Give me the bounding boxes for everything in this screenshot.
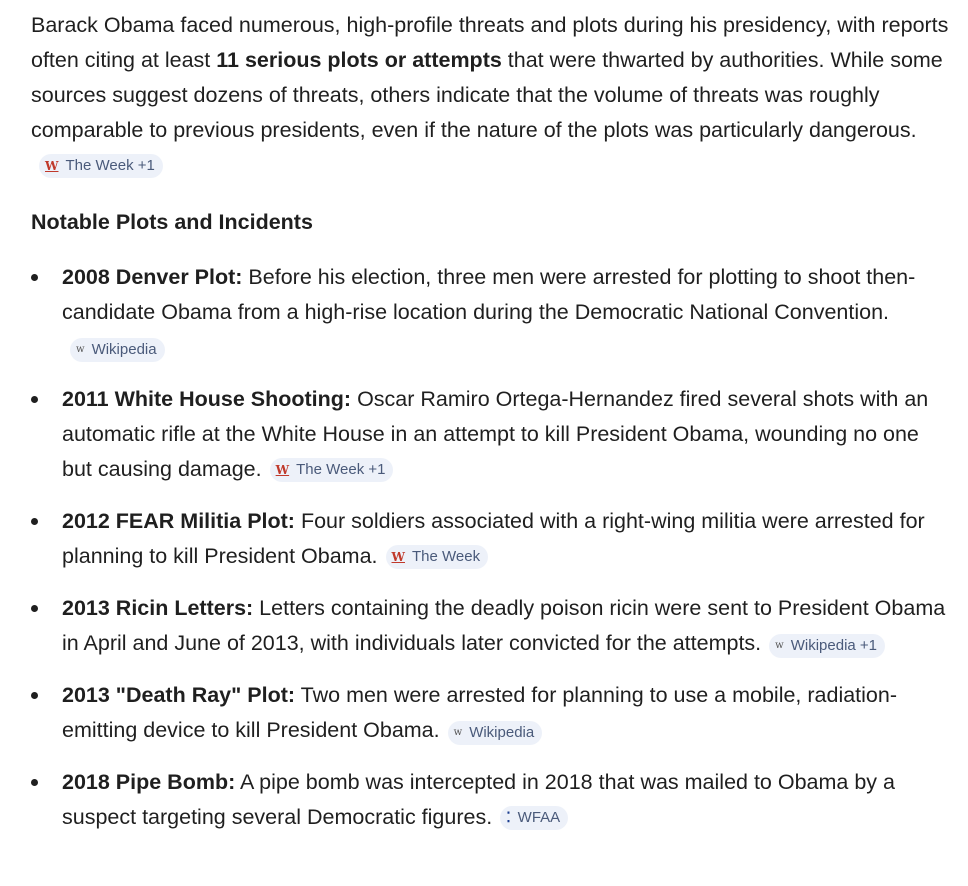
list-item xyxy=(31,382,951,487)
plot-title: 2011 White House Shooting: xyxy=(62,387,352,411)
the-week-icon: W xyxy=(391,550,405,564)
bullet-icon xyxy=(31,518,38,525)
source-chip-label: Wikipedia xyxy=(91,341,157,358)
list-item xyxy=(31,504,951,574)
wfaa-icon: ⁚ xyxy=(506,810,511,826)
source-chip[interactable] xyxy=(448,721,543,745)
source-chip[interactable] xyxy=(769,634,885,658)
plot-title: 2008 Denver Plot: xyxy=(62,265,243,289)
plot-title: 2018 Pipe Bomb: xyxy=(62,770,236,794)
plot-text: Before his election, three men were arrested for plotting to shoot then-candidate Obama from a high-rise location during the Democratic National Convention. xyxy=(62,265,916,324)
plot-text: Four soldiers associated with a right-wing militia were arrested for planning to kill President Obama. xyxy=(62,509,925,568)
source-chip-label: Wikipedia xyxy=(469,724,535,741)
list-item xyxy=(31,765,951,835)
plot-text: Two men were arrested for planning to use a mobile, radiation-emitting device to kill President Obama. xyxy=(62,683,898,742)
plot-title: 2012 FEAR Militia Plot: xyxy=(62,509,295,533)
intro-paragraph xyxy=(31,8,951,183)
plot-text: A pipe bomb was intercepted in 2018 that was mailed to Obama by a suspect targeting several Democratic figures. xyxy=(62,770,895,829)
wikipedia-icon: w xyxy=(453,727,463,738)
intro-bold-text: 11 serious plots or attempts xyxy=(216,48,502,72)
source-chip-label: The Week +1 xyxy=(65,157,155,174)
plot-text: Oscar Ramiro Ortega-Hernandez fired several shots with an automatic rifle at the White House in an attempt to kill President Obama, wounding no one but causing damage. xyxy=(62,387,929,481)
plots-list xyxy=(31,260,951,835)
list-item xyxy=(31,678,951,748)
plot-title: 2013 Ricin Letters: xyxy=(62,596,254,620)
source-chip[interactable] xyxy=(500,806,568,830)
source-chip-label: The Week xyxy=(412,548,481,565)
bullet-icon xyxy=(31,396,38,403)
source-chip-label: Wikipedia +1 xyxy=(790,637,878,654)
plot-title: 2013 "Death Ray" Plot: xyxy=(62,683,296,707)
source-chip-label: The Week +1 xyxy=(296,461,386,478)
source-chip[interactable] xyxy=(70,338,165,362)
wikipedia-icon: w xyxy=(775,640,784,651)
the-week-icon: W xyxy=(45,159,59,173)
bullet-icon xyxy=(31,779,38,786)
list-item xyxy=(31,260,951,365)
source-chip-label: WFAA xyxy=(517,809,561,826)
bullet-icon xyxy=(31,692,38,699)
the-week-icon: W xyxy=(275,463,290,477)
bullet-icon xyxy=(31,274,38,281)
intro-text-continued: that were thwarted by authorities. While some sources suggest dozens of threats, others indicate that the volume of threats was roughly comparable to previous presidents, even if the nature of the plots was particularly dangerous. xyxy=(31,48,943,142)
answer-content xyxy=(31,8,951,852)
bullet-icon xyxy=(31,605,38,612)
list-item xyxy=(31,591,951,661)
section-heading: Notable Plots and Incidents xyxy=(31,210,313,234)
intro-text: Barack Obama faced numerous, high-profile threats and plots during his presidency, with reports often citing at least xyxy=(31,13,949,72)
plot-text: Letters containing the deadly poison ricin were sent to President Obama in April and June of 2013, with individuals later convicted for the attempts. xyxy=(62,596,946,655)
source-chip[interactable] xyxy=(386,545,489,569)
wikipedia-icon: w xyxy=(76,344,85,355)
source-chip[interactable] xyxy=(39,154,163,178)
source-chip[interactable] xyxy=(270,458,394,482)
